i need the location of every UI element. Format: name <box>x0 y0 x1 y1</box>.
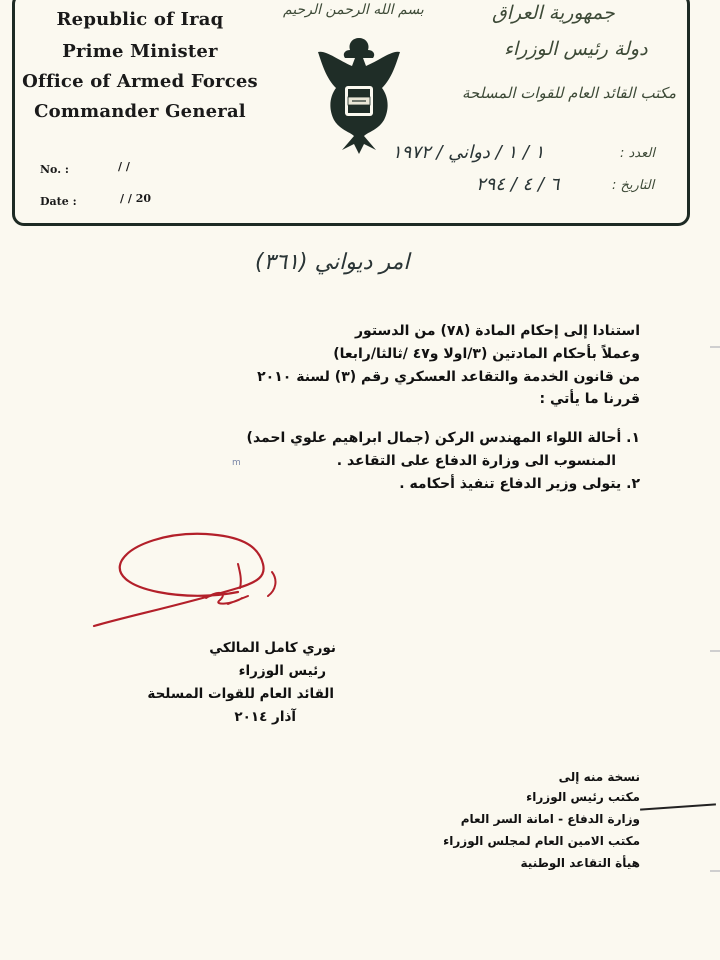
ar-number-label: العدد : <box>620 146 655 161</box>
edge-tick <box>710 346 720 348</box>
cc-recipient-4: هيأة التقاعد الوطنية <box>520 856 640 870</box>
body-item-1: ١. أحالة اللواء المهندس الركن (جمال ابراهيم علوي احمد) <box>246 430 640 446</box>
cc-recipient-2: وزارة الدفاع - امانة السر العام <box>460 812 640 826</box>
letterhead-ar-line-2: دولة رئيس الوزراء <box>504 38 648 60</box>
number-label: No. : <box>40 163 69 176</box>
cc-pointer-line <box>640 803 716 810</box>
body-line-4: قررنا ما يأتي : <box>539 391 640 407</box>
body-line-2: وعملاً بأحكام المادتين (٣/اولا و٤٧ /ثالثا/رابعا) <box>333 346 640 362</box>
cc-heading: نسخة منه إلى <box>558 770 640 784</box>
stray-mark: m <box>232 458 241 468</box>
signatory-role: القائد العام للقوات المسلحة <box>147 686 334 702</box>
letterhead-en-line-2: Prime Minister <box>62 41 218 62</box>
eagle-emblem-icon <box>312 34 406 156</box>
ar-number-value: ١ / ١ / دواني / ١٩٧٢ <box>392 142 545 163</box>
letterhead-en-line-4: Commander General <box>34 101 246 122</box>
date-value: / / 20 <box>120 192 152 205</box>
cc-recipient-3: مكتب الامين العام لمجلس الوزراء <box>443 834 640 848</box>
ar-date-label: التاريخ : <box>612 178 655 193</box>
body-item-1-cont: المنسوب الى وزارة الدفاع على التقاعد . <box>336 453 616 469</box>
signatory-name: نوري كامل المالكي <box>209 640 336 656</box>
date-label: Date : <box>40 195 77 208</box>
body-line-3: من قانون الخدمة والتقاعد العسكري رقم (٣) لسنة ٢٠١٠ <box>257 369 640 385</box>
order-title: امر ديواني (٣٦١) <box>255 250 410 275</box>
letterhead-en-line-3: Office of Armed Forces <box>22 71 258 92</box>
number-value: / / <box>118 160 130 173</box>
signatory-title: رئيس الوزراء <box>238 663 326 679</box>
signatory-date: آذار ٢٠١٤ <box>234 709 296 725</box>
cc-recipient-1: مكتب رئيس الوزراء <box>526 790 640 804</box>
ar-date-value: ٦ / ٤ / ٢٩٤ <box>476 174 560 195</box>
body-item-2: ٢. يتولى وزير الدفاع تنفيذ أحكامه . <box>399 476 640 492</box>
body-line-1: استنادا إلى إحكام المادة (٧٨) من الدستور <box>354 323 640 339</box>
edge-tick <box>710 650 720 652</box>
signature-scribble <box>88 520 288 630</box>
letterhead-en-line-1: Republic of Iraq <box>56 9 224 30</box>
letterhead-ar-line-1: جمهورية العراق <box>492 2 615 24</box>
basmala: بسم الله الرحمن الرحيم <box>283 2 424 18</box>
edge-tick <box>710 870 720 872</box>
letterhead-ar-line-3: مكتب القائد العام للقوات المسلحة <box>462 84 677 102</box>
